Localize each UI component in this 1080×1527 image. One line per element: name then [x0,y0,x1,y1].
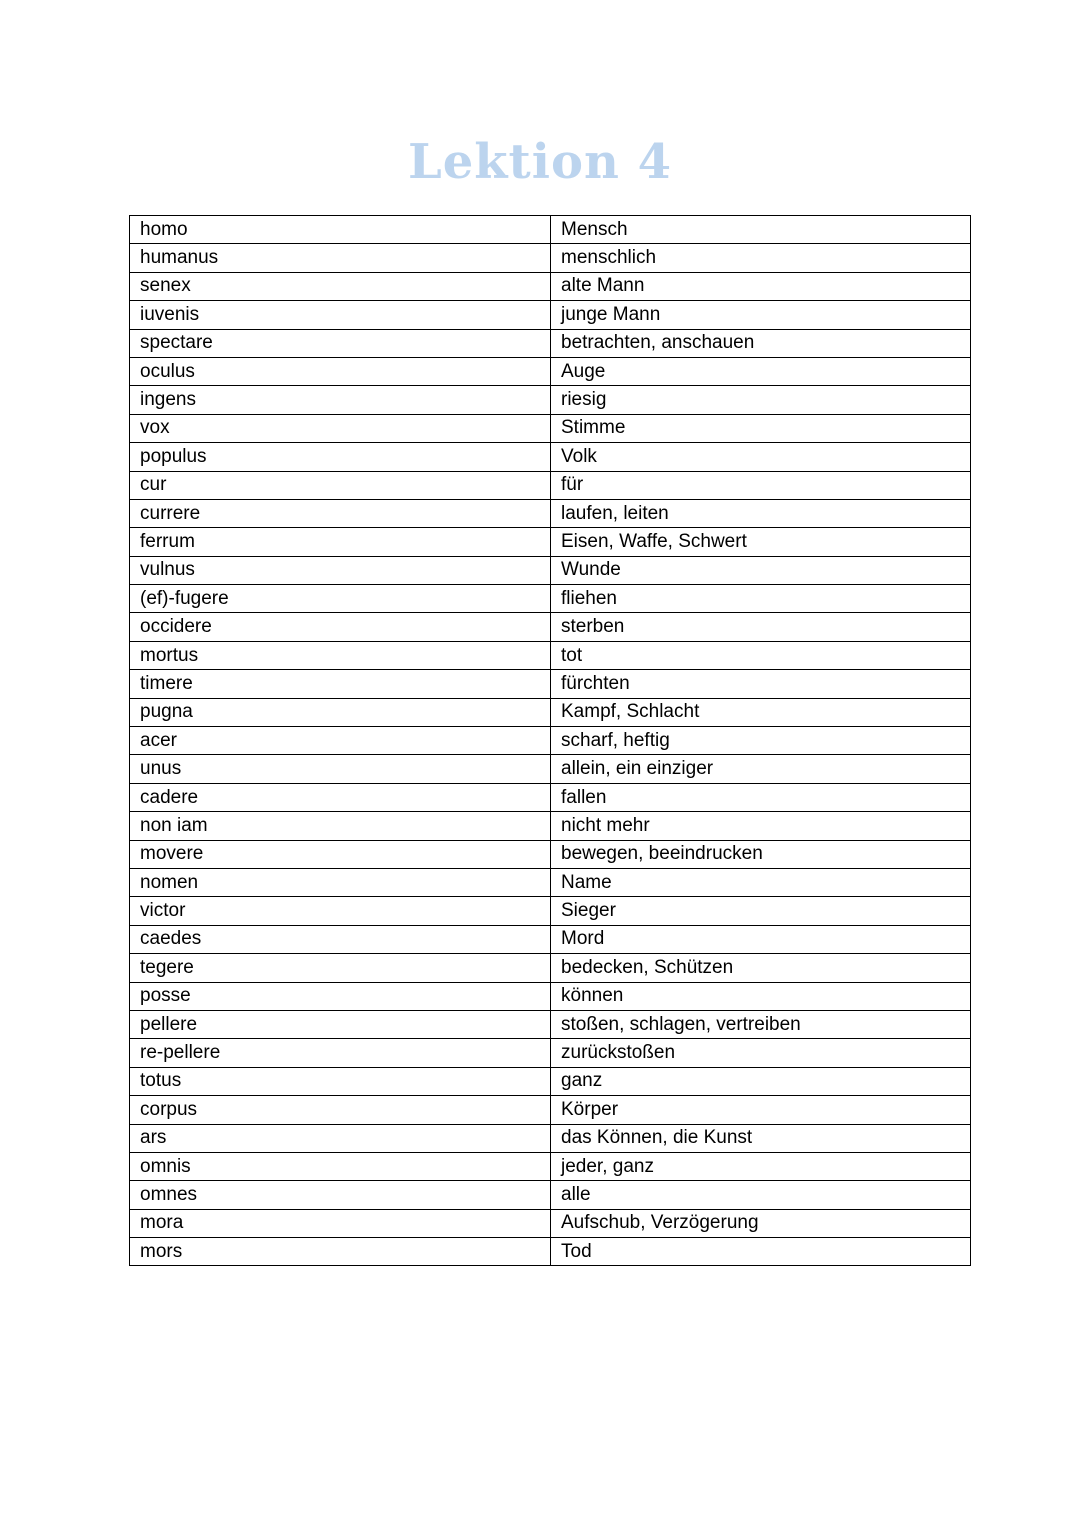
german-translation-cell: alte Mann [551,272,971,300]
table-row [130,925,971,953]
latin-word-cell: currere [130,499,551,527]
latin-word-cell: (ef)-fugere [130,585,551,613]
latin-word-cell: caedes [130,925,551,953]
latin-word-cell: pugna [130,698,551,726]
german-translation-cell: Kampf, Schlacht [551,698,971,726]
latin-word-cell: vulnus [130,556,551,584]
latin-word-cell: homo [130,216,551,244]
table-row [130,1181,971,1209]
page-title: Lektion 4 [408,134,672,190]
german-translation-cell: fürchten [551,670,971,698]
german-translation-cell: Name [551,868,971,896]
latin-word-cell: victor [130,897,551,925]
german-translation-cell: Stimme [551,414,971,442]
german-translation-cell: stoßen, schlagen, vertreiben [551,1010,971,1038]
table-row [130,244,971,272]
german-translation-cell: können [551,982,971,1010]
german-translation-cell: scharf, heftig [551,727,971,755]
table-row [130,216,971,244]
latin-word-cell: vox [130,414,551,442]
german-translation-cell: nicht mehr [551,812,971,840]
german-translation-cell: bedecken, Schützen [551,954,971,982]
german-translation-cell: fallen [551,783,971,811]
table-row [130,1209,971,1237]
table-row [130,329,971,357]
table-row [130,301,971,329]
latin-word-cell: corpus [130,1096,551,1124]
latin-word-cell: mortus [130,641,551,669]
latin-word-cell: oculus [130,357,551,385]
table-row [130,698,971,726]
table-row [130,1067,971,1095]
latin-word-cell: cur [130,471,551,499]
table-row [130,443,971,471]
table-row [130,556,971,584]
latin-word-cell: movere [130,840,551,868]
german-translation-cell: tot [551,641,971,669]
table-row [130,783,971,811]
latin-word-cell: occidere [130,613,551,641]
table-row [130,727,971,755]
table-row [130,357,971,385]
table-row [130,471,971,499]
latin-word-cell: populus [130,443,551,471]
german-translation-cell: ganz [551,1067,971,1095]
table-row [130,585,971,613]
latin-word-cell: cadere [130,783,551,811]
table-row [130,1039,971,1067]
german-translation-cell: das Können, die Kunst [551,1124,971,1152]
latin-word-cell: re-pellere [130,1039,551,1067]
german-translation-cell: menschlich [551,244,971,272]
latin-word-cell: posse [130,982,551,1010]
latin-word-cell: ars [130,1124,551,1152]
vocabulary-table-body [130,216,971,1266]
table-row [130,499,971,527]
german-translation-cell: laufen, leiten [551,499,971,527]
german-translation-cell: für [551,471,971,499]
german-translation-cell: sterben [551,613,971,641]
latin-word-cell: acer [130,727,551,755]
latin-word-cell: tegere [130,954,551,982]
table-row [130,613,971,641]
table-row [130,1238,971,1266]
latin-word-cell: senex [130,272,551,300]
latin-word-cell: humanus [130,244,551,272]
latin-word-cell: unus [130,755,551,783]
german-translation-cell: riesig [551,386,971,414]
german-translation-cell: zurückstoßen [551,1039,971,1067]
table-row [130,386,971,414]
table-row [130,897,971,925]
german-translation-cell: Mensch [551,216,971,244]
german-translation-cell: Volk [551,443,971,471]
table-row [130,1152,971,1180]
german-translation-cell: alle [551,1181,971,1209]
german-translation-cell: Auge [551,357,971,385]
german-translation-cell: Tod [551,1238,971,1266]
table-row [130,528,971,556]
latin-word-cell: mora [130,1209,551,1237]
table-row [130,840,971,868]
latin-word-cell: totus [130,1067,551,1095]
german-translation-cell: allein, ein einziger [551,755,971,783]
vocabulary-table [129,215,971,1266]
latin-word-cell: omnes [130,1181,551,1209]
latin-word-cell: nomen [130,868,551,896]
table-row [130,1124,971,1152]
latin-word-cell: iuvenis [130,301,551,329]
latin-word-cell: ferrum [130,528,551,556]
latin-word-cell: omnis [130,1152,551,1180]
table-row [130,868,971,896]
table-row [130,272,971,300]
german-translation-cell: jeder, ganz [551,1152,971,1180]
table-row [130,812,971,840]
latin-word-cell: non iam [130,812,551,840]
table-row [130,954,971,982]
german-translation-cell: Sieger [551,897,971,925]
latin-word-cell: spectare [130,329,551,357]
german-translation-cell: Mord [551,925,971,953]
table-row [130,1096,971,1124]
table-row [130,641,971,669]
table-row [130,1010,971,1038]
table-row [130,414,971,442]
german-translation-cell: Körper [551,1096,971,1124]
german-translation-cell: junge Mann [551,301,971,329]
german-translation-cell: Aufschub, Verzögerung [551,1209,971,1237]
latin-word-cell: ingens [130,386,551,414]
table-row [130,670,971,698]
german-translation-cell: bewegen, beeindrucken [551,840,971,868]
latin-word-cell: timere [130,670,551,698]
german-translation-cell: fliehen [551,585,971,613]
latin-word-cell: pellere [130,1010,551,1038]
table-row [130,982,971,1010]
latin-word-cell: mors [130,1238,551,1266]
german-translation-cell: Wunde [551,556,971,584]
table-row [130,755,971,783]
german-translation-cell: Eisen, Waffe, Schwert [551,528,971,556]
german-translation-cell: betrachten, anschauen [551,329,971,357]
